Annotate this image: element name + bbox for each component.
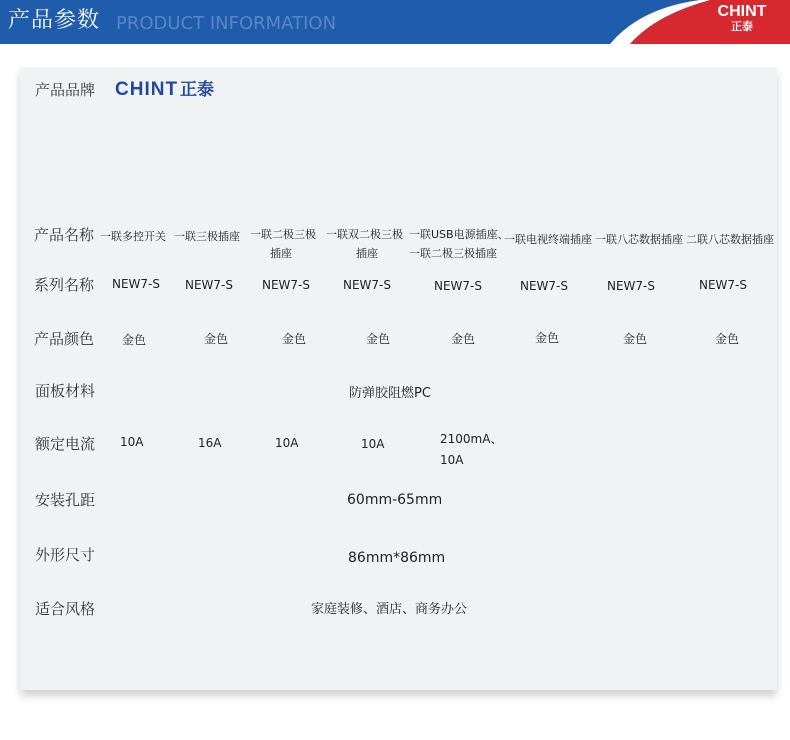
header-logo-cn: 正泰 (731, 20, 753, 33)
current-value: 10A (275, 436, 299, 450)
name-value: 二联八芯数据插座 (686, 233, 774, 246)
series-value: NEW7-S (607, 279, 656, 293)
current-value: 10A (440, 453, 464, 467)
style-value: 家庭装修、酒店、商务办公 (311, 602, 468, 617)
hole-label: 安装孔距 (35, 491, 96, 509)
name-value: 插座 (270, 247, 292, 260)
name-value: 一联电视终端插座 (504, 233, 592, 246)
series-value: NEW7-S (520, 279, 569, 293)
brand-label: 产品品牌 (35, 81, 96, 99)
color-value: 金色 (623, 332, 648, 346)
color-label: 产品颜色 (34, 330, 95, 348)
name-label: 产品名称 (34, 226, 95, 244)
color-value: 金色 (366, 332, 391, 346)
brand-logo-cn: 正泰 (180, 80, 214, 100)
header-title: 产品参数 (8, 8, 101, 33)
name-value: 一联八芯数据插座 (595, 233, 683, 246)
header-logo-text: CHINT (717, 3, 767, 20)
current-value: 2100mA、 (440, 432, 503, 446)
material-label: 面板材料 (35, 382, 96, 400)
name-value: 一联二极三极插座 (409, 247, 497, 260)
series-value: NEW7-S (262, 278, 311, 292)
color-value: 金色 (535, 331, 560, 345)
name-value: 一联USB电源插座、 (409, 228, 509, 241)
series-value: NEW7-S (112, 277, 161, 291)
current-value: 10A (361, 437, 385, 451)
color-value: 金色 (451, 332, 476, 346)
color-value: 金色 (122, 333, 147, 347)
series-value: NEW7-S (185, 278, 234, 292)
series-value: NEW7-S (343, 278, 392, 292)
size-label: 外形尺寸 (35, 546, 96, 564)
name-value: 一联二极三极 (250, 228, 316, 241)
brand-logo-text: CHINT (115, 79, 179, 100)
name-value: 一联多控开关 (100, 230, 166, 243)
name-value: 一联三极插座 (174, 230, 240, 243)
color-value: 金色 (204, 332, 229, 346)
series-value: NEW7-S (699, 278, 748, 292)
current-value: 10A (120, 435, 144, 449)
header-subtitle: PRODUCT INFORMATION (116, 13, 337, 34)
hole-value: 60mm-65mm (347, 492, 443, 508)
header-banner (0, 0, 790, 44)
current-label: 额定电流 (35, 435, 96, 453)
series-label: 系列名称 (34, 276, 95, 294)
current-value: 16A (198, 436, 222, 450)
material-value: 防弹胶阻燃PC (349, 386, 431, 401)
spec-card (20, 67, 777, 690)
series-value: NEW7-S (434, 279, 483, 293)
size-value: 86mm*86mm (348, 550, 446, 566)
color-value: 金色 (282, 332, 307, 346)
name-value: 插座 (356, 247, 378, 260)
name-value: 一联双二极三极 (326, 228, 403, 241)
color-value: 金色 (715, 332, 740, 346)
style-label: 适合风格 (35, 600, 96, 618)
